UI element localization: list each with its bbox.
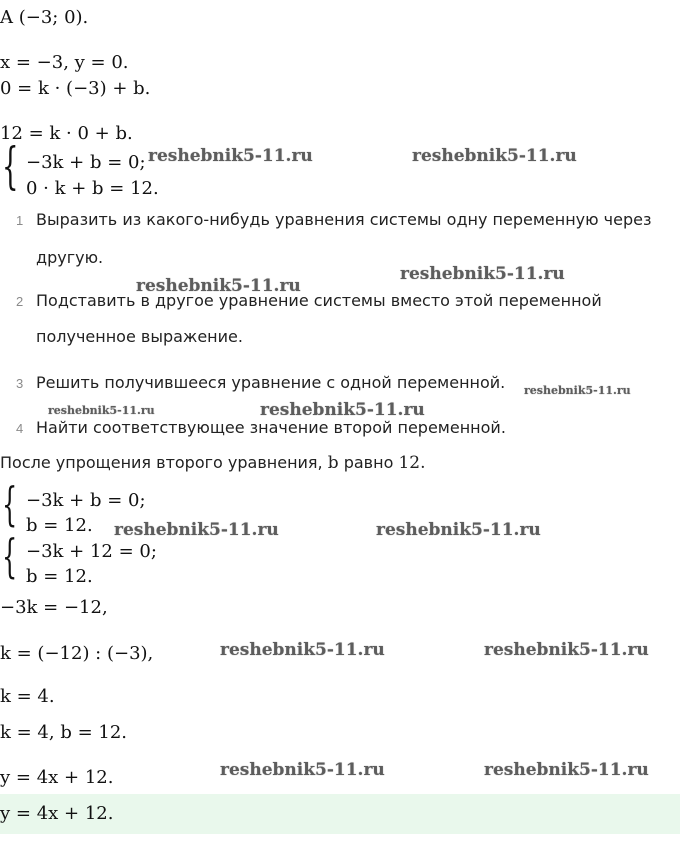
answer-box xyxy=(0,794,680,834)
step-text-continued: полученное выражение. xyxy=(36,327,243,346)
solve-step-4: k = 4, b = 12. xyxy=(0,722,128,743)
system2-eq1: −3k + b = 0; xyxy=(26,490,146,511)
watermark: reshebnik5-11.ru xyxy=(136,276,301,296)
watermark: reshebnik5-11.ru xyxy=(220,760,385,780)
step-text: Подставить в другое уравнение системы вместо этой переменной xyxy=(36,291,602,310)
step-number: 3 xyxy=(16,376,24,391)
system-brace: { xyxy=(2,530,18,584)
value-12: 12. xyxy=(398,453,426,473)
watermark: reshebnik5-11.ru xyxy=(400,264,565,284)
watermark: reshebnik5-11.ru xyxy=(412,146,577,166)
watermark: reshebnik5-11.ru xyxy=(484,760,649,780)
system3-eq1: −3k + 12 = 0; xyxy=(26,541,157,562)
system2-eq2: b = 12. xyxy=(26,515,93,536)
step-text-continued: другую. xyxy=(36,248,104,267)
system1-eq2: 0 · k + b = 12. xyxy=(26,178,159,199)
system1-eq1: −3k + b = 0; xyxy=(26,152,146,173)
solve-step-3: k = 4. xyxy=(0,686,55,707)
solve-step-5: y = 4x + 12. xyxy=(0,767,114,788)
system-brace: { xyxy=(2,478,18,532)
step-text: Решить получившееся уравнение с одной переменной. xyxy=(36,373,506,392)
watermark: reshebnik5-11.ru xyxy=(524,384,631,397)
watermark: reshebnik5-11.ru xyxy=(484,640,649,660)
step-number: 2 xyxy=(16,294,24,309)
watermark: reshebnik5-11.ru xyxy=(148,146,313,166)
xy-values: x = −3, y = 0. xyxy=(0,52,129,73)
step-number: 4 xyxy=(16,421,24,436)
simplification-sentence xyxy=(0,452,426,474)
point-a-coordinates: A (−3; 0). xyxy=(0,7,89,28)
variable-b: b xyxy=(327,453,339,473)
watermark: reshebnik5-11.ru xyxy=(220,640,385,660)
step-text: Найти соответствующее значение второй переменной. xyxy=(36,418,506,437)
watermark: reshebnik5-11.ru xyxy=(48,404,155,417)
step-text: Выразить из какого-нибудь уравнения системы одну переменную через xyxy=(36,210,652,229)
simplification-mid: равно xyxy=(343,453,394,472)
answer-equation: y = 4x + 12. xyxy=(0,803,114,824)
step-number: 1 xyxy=(16,213,24,228)
system-brace: { xyxy=(2,139,19,197)
watermark: reshebnik5-11.ru xyxy=(260,400,425,420)
solve-step-2: k = (−12) : (−3), xyxy=(0,643,154,664)
watermark: reshebnik5-11.ru xyxy=(114,520,279,540)
watermark: reshebnik5-11.ru xyxy=(376,520,541,540)
substitution-equation-1: 0 = k · (−3) + b. xyxy=(0,78,151,99)
substitution-equation-2: 12 = k · 0 + b. xyxy=(0,123,133,144)
simplification-prefix: После упрощения второго уравнения, xyxy=(0,453,323,472)
system3-eq2: b = 12. xyxy=(26,566,93,587)
solve-step-1: −3k = −12, xyxy=(0,597,108,618)
